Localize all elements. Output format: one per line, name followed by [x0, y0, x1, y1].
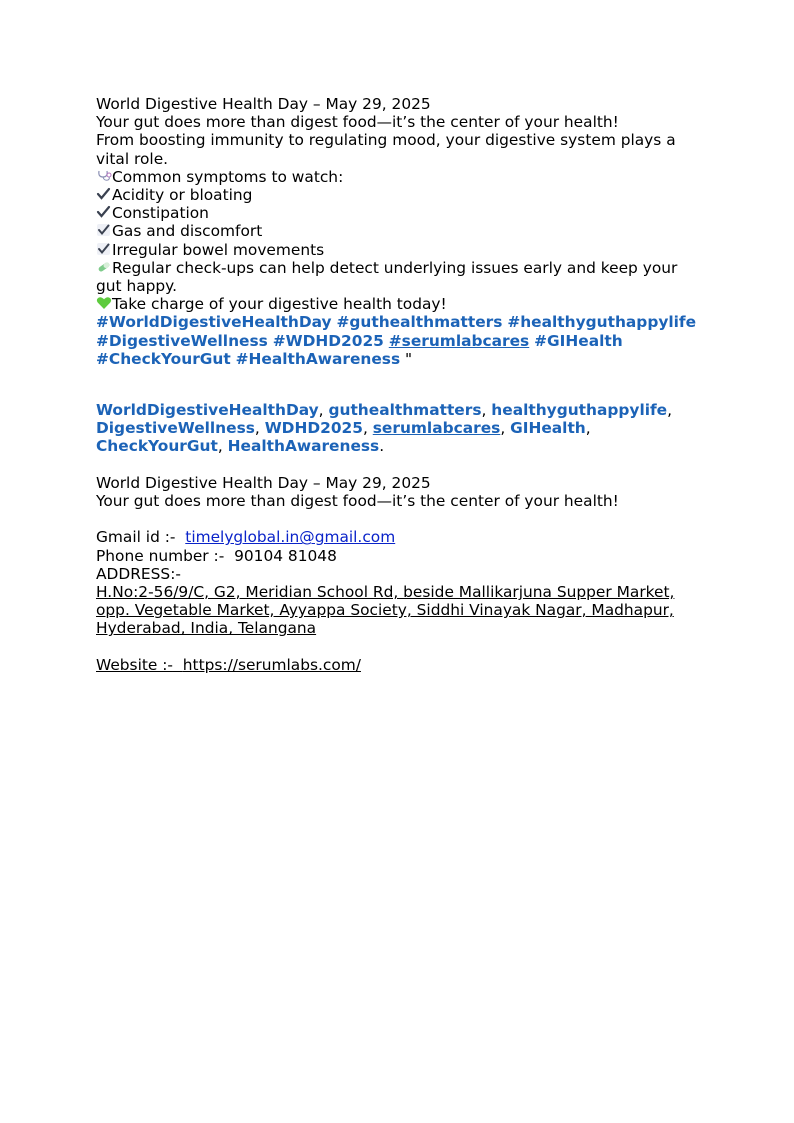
- cta-row: [96, 295, 706, 313]
- green-heart-icon: [96, 296, 112, 310]
- hashtag-link[interactable]: #healthyguthappylife: [507, 313, 697, 332]
- tag-separator: ,: [481, 401, 492, 420]
- summary-title: World Digestive Health Day – May 29, 2025: [96, 473, 431, 492]
- address-line: Hyderabad, India, Telangana: [96, 619, 317, 638]
- website-row[interactable]: [96, 656, 706, 674]
- summary-intro: Your gut does more than digest food—it’s the center of your health!: [96, 492, 619, 511]
- spacer: [96, 638, 706, 656]
- symptom-label: Constipation: [112, 204, 209, 223]
- trailing-quote: ": [405, 349, 413, 368]
- tag-separator: ,: [318, 401, 329, 420]
- checkup-row: [96, 259, 706, 295]
- website-label: Website :-: [96, 655, 173, 674]
- stethoscope-icon: [96, 169, 112, 183]
- tag-link[interactable]: DigestiveWellness: [96, 419, 255, 438]
- hashtag-link[interactable]: #GIHealth: [534, 331, 623, 350]
- tag-link[interactable]: WDHD2025: [264, 419, 363, 438]
- hashtag-link[interactable]: #WorldDigestiveHealthDay: [96, 313, 332, 332]
- post-title: World Digestive Health Day – May 29, 2025: [96, 95, 431, 113]
- gmail-row: [96, 528, 706, 546]
- hashtag-link[interactable]: #WDHD2025: [272, 331, 384, 350]
- phone-row: [96, 547, 706, 565]
- tag-link[interactable]: HealthAwareness: [227, 437, 380, 456]
- spacer: [96, 510, 706, 528]
- address-line: opp. Vegetable Market, Ayyappa Society, Siddhi Vinayak Nagar, Madhapur,: [96, 601, 674, 620]
- tag-list-end: .: [379, 437, 385, 456]
- document-page: [96, 95, 706, 674]
- gmail-link[interactable]: timelyglobal.in@gmail.com: [185, 528, 396, 547]
- tag-separator: ,: [254, 419, 265, 438]
- tag-link[interactable]: CheckYourGut: [96, 437, 218, 456]
- hashtag-link[interactable]: #serumlabcares: [388, 331, 530, 350]
- symptom-item: [96, 204, 706, 222]
- tag-link[interactable]: serumlabcares: [372, 419, 501, 438]
- address-line: H.No:2-56/9/C, G2, Meridian School Rd, beside Mallikarjuna Supper Market,: [96, 583, 675, 602]
- tag-link[interactable]: healthyguthappylife: [491, 401, 668, 420]
- post-intro: Your gut does more than digest food—it’s the center of your health!: [96, 113, 619, 132]
- tag-link[interactable]: GIHealth: [510, 419, 586, 438]
- hashtag-link[interactable]: #DigestiveWellness: [96, 331, 268, 350]
- symptoms-heading-row: [96, 168, 706, 186]
- check-mark-icon: [96, 223, 112, 237]
- symptom-label: Gas and discomfort: [112, 222, 263, 241]
- check-mark-icon: [96, 205, 112, 219]
- spacer: [96, 368, 706, 401]
- tag-link[interactable]: guthealthmatters: [328, 401, 482, 420]
- symptom-item: [96, 222, 706, 240]
- hashtag-link[interactable]: #HealthAwareness: [235, 349, 401, 368]
- post-body: From boosting immunity to regulating mood, your digestive system plays a vital role.: [96, 131, 676, 168]
- gmail-label: Gmail id :-: [96, 528, 176, 547]
- cta-text: Take charge of your digestive health today!: [112, 295, 447, 314]
- check-mark-icon: [96, 242, 112, 256]
- phone-value: 90104 81048: [234, 546, 337, 565]
- hashtag-link[interactable]: #CheckYourGut: [96, 349, 231, 368]
- address-label: ADDRESS:-: [96, 564, 181, 583]
- tag-separator: ,: [217, 437, 228, 456]
- tag-separator: ,: [667, 401, 673, 420]
- symptom-item: [96, 241, 706, 259]
- tag-link[interactable]: WorldDigestiveHealthDay: [96, 401, 319, 420]
- symptom-label: Acidity or bloating: [112, 186, 253, 205]
- tag-separator: ,: [585, 419, 591, 438]
- tag-separator: ,: [362, 419, 373, 438]
- hashtag-block: [96, 313, 706, 368]
- hashtag-link[interactable]: #guthealthmatters: [336, 313, 503, 332]
- symptom-label: Irregular bowel movements: [112, 240, 325, 259]
- symptoms-heading: Common symptoms to watch:: [112, 167, 344, 186]
- pill-icon: [96, 260, 112, 274]
- spacer: [96, 456, 706, 474]
- phone-label: Phone number :-: [96, 546, 225, 565]
- tag-separator: ,: [500, 419, 511, 438]
- symptom-item: [96, 186, 706, 204]
- checkup-text: Regular check-ups can help detect underlying issues early and keep your gut happy.: [96, 258, 678, 296]
- tags-list: [96, 401, 706, 456]
- check-mark-icon: [96, 187, 112, 201]
- website-link[interactable]: https://serumlabs.com/: [182, 655, 361, 674]
